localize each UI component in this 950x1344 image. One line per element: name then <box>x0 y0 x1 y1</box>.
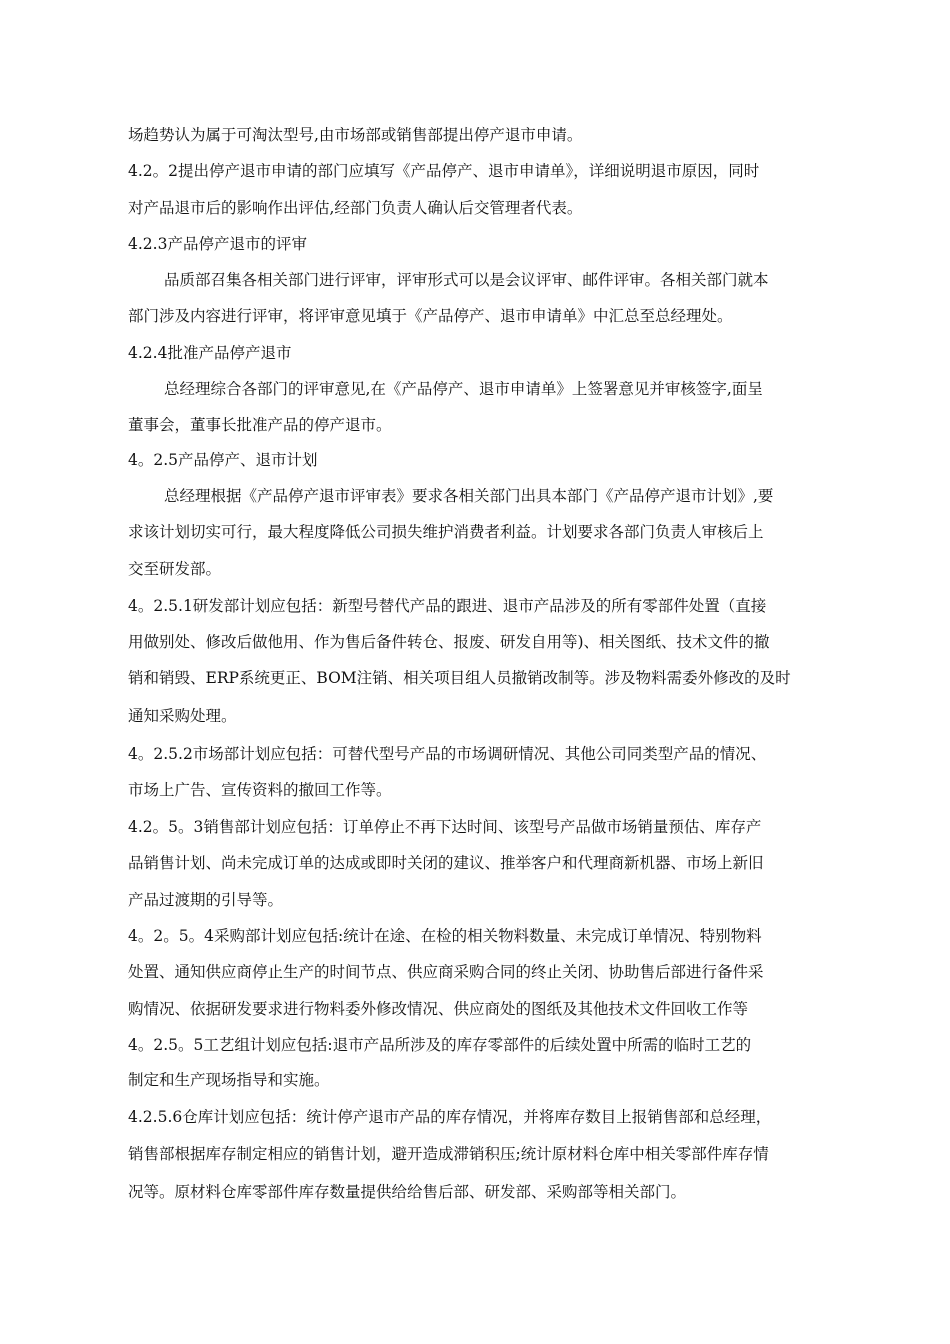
paragraph-line: 4.2.5.6仓库计划应包括：统计停产退市产品的库存情况，并将库存数目上报销售部和总经理， <box>128 1108 772 1126</box>
paragraph-line: 处置、通知供应商停止生产的时间节点、供应商采购合同的终止关闭、协助售后部进行备件采 <box>128 963 764 981</box>
paragraph-line: 交至研发部。 <box>128 560 222 578</box>
paragraph-line: 4。2。5。4采购部计划应包括:统计在途、在检的相关物料数量、未完成订单情况、特别物料 <box>128 927 762 945</box>
paragraph-line: 销售部根据库存制定相应的销售计划，避开造成滞销积压;统计原材料仓库中相关零部件库存情 <box>128 1145 769 1163</box>
paragraph-line: 况等。原材料仓库零部件库存数量提供给给售后部、研发部、采购部等相关部门。 <box>128 1183 687 1201</box>
paragraph-line: 总经理根据《产品停产退市评审表》要求各相关部门出具本部门《产品停产退市计划》,要 <box>164 487 774 505</box>
paragraph-line: 场趋势认为属于可淘汰型号,由市场部或销售部提出停产退市申请。 <box>128 126 583 144</box>
paragraph-line: 品质部召集各相关部门进行评审，评审形式可以是会议评审、邮件评审。各相关部门就本 <box>164 271 769 289</box>
paragraph-line: 总经理综合各部门的评审意见,在《产品停产、退市申请单》上签署意见并审核签字,面呈 <box>164 380 763 398</box>
paragraph-line: 4。2.5。5工艺组计划应包括:退市产品所涉及的库存零部件的后续处置中所需的临时工艺的 <box>128 1036 752 1054</box>
paragraph-line: 求该计划切实可行，最大程度降低公司损失维护消费者利益。计划要求各部门负责人审核后上 <box>128 523 764 541</box>
section-heading: 4.2.4批准产品停产退市 <box>128 344 292 362</box>
paragraph-line: 4.2。2提出停产退市申请的部门应填写《产品停产、退市申请单》，详细说明退市原因，同时 <box>128 162 760 180</box>
paragraph-line: 购情况、依据研发要求进行物料委外修改情况、供应商处的图纸及其他技术文件回收工作等 <box>128 1000 749 1018</box>
paragraph-line: 4。2.5.2市场部计划应包括：可替代型号产品的市场调研情况、其他公司同类型产品的情况、 <box>128 745 767 763</box>
paragraph-line: 品销售计划、尚未完成订单的达成或即时关闭的建议、推举客户和代理商新机器、市场上新旧 <box>128 854 764 872</box>
paragraph-line: 对产品退市后的影响作出评估,经部门负责人确认后交管理者代表。 <box>128 199 583 217</box>
paragraph-line: 4。2.5.1研发部计划应包括：新型号替代产品的跟进、退市产品涉及的所有零部件处置（直接 <box>128 597 767 615</box>
paragraph-line: 制定和生产现场指导和实施。 <box>128 1071 330 1089</box>
paragraph-line: 4.2。5。3销售部计划应包括：订单停止不再下达时间、该型号产品做市场销量预估、库存产 <box>128 818 762 836</box>
section-heading: 4。2.5产品停产、退市计划 <box>128 451 318 469</box>
paragraph-line: 产品过渡期的引导等。 <box>128 891 284 909</box>
paragraph-line: 部门涉及内容进行评审，将评审意见填于《产品停产、退市申请单》中汇总至总经理处。 <box>128 307 733 325</box>
paragraph-line: 用做别处、修改后做他用、作为售后备件转仓、报废、研发自用等)、相关图纸、技术文件的撤 <box>128 633 770 651</box>
section-heading: 4.2.3产品停产退市的评审 <box>128 235 307 253</box>
paragraph-line: 通知采购处理。 <box>128 707 237 725</box>
paragraph-line: 董事会，董事长批准产品的停产退市。 <box>128 416 392 434</box>
paragraph-line: 市场上广告、宣传资料的撤回工作等。 <box>128 781 392 799</box>
paragraph-line: 销和销毁、ERP系统更正、BOM注销、相关项目组人员撤销改制等。涉及物料需委外修改的及时 <box>128 669 791 687</box>
